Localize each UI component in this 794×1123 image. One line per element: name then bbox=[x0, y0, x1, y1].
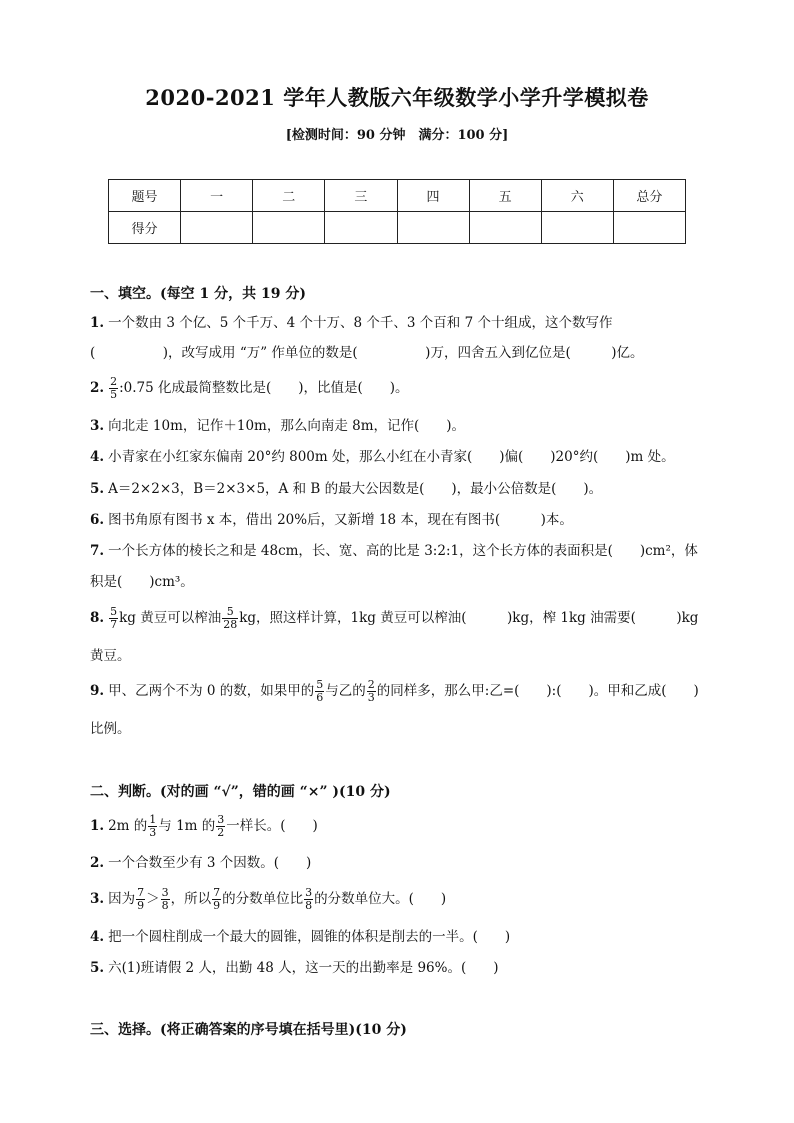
score-cell[interactable] bbox=[541, 212, 613, 244]
question-number: 1. bbox=[90, 818, 105, 834]
question-text: 向北走 10m，记作＋10m，那么向南走 8m，记作( )。 bbox=[108, 418, 466, 434]
question-2-1 bbox=[90, 814, 710, 839]
question-1-7 bbox=[90, 540, 710, 562]
score-header-cell: 四 bbox=[397, 180, 469, 212]
question-text: 与乙的 bbox=[325, 683, 366, 699]
question-number: 4. bbox=[90, 929, 105, 945]
question-1-5 bbox=[90, 478, 710, 500]
question-text: 2m 的 bbox=[108, 818, 148, 834]
question-1-2 bbox=[90, 376, 710, 401]
question-text: 一个数由 3 个亿、5 个千万、4 个十万、8 个千、3 个百和 7 个十组成，这个数写作 bbox=[108, 315, 613, 331]
score-cell[interactable] bbox=[469, 212, 541, 244]
score-header-cell: 题号 bbox=[109, 180, 181, 212]
question-number: 1. bbox=[90, 315, 105, 331]
question-number: 3. bbox=[90, 418, 105, 434]
score-header-cell: 三 bbox=[325, 180, 397, 212]
question-number: 6. bbox=[90, 512, 105, 528]
question-1-9 bbox=[90, 679, 710, 704]
question-number: 3. bbox=[90, 891, 105, 907]
question-number: 9. bbox=[90, 683, 105, 699]
question-text: kg，照这样计算，1kg 黄豆可以榨油( )kg，榨 1kg 油需要( )kg bbox=[239, 610, 699, 626]
question-text: 一个合数至少有 3 个因数。( ) bbox=[108, 855, 312, 871]
question-text: ( )，改写成用 “万” 作单位的数是( )万，四舍五入到亿位是( )亿。 bbox=[90, 345, 644, 361]
question-1-9-cont bbox=[90, 718, 710, 740]
question-2-2 bbox=[90, 852, 710, 874]
fraction: $\frac{5}{6}$ bbox=[316, 678, 324, 704]
fraction: $\frac{1}{3}$ bbox=[149, 813, 157, 839]
question-text: 图书角原有图书 x 本，借出 20%后，又新增 18 本，现在有图书( )本。 bbox=[108, 512, 573, 528]
question-text: kg 黄豆可以榨油 bbox=[119, 610, 222, 626]
question-number: 5. bbox=[90, 960, 105, 976]
score-cell[interactable] bbox=[613, 212, 685, 244]
question-text: A＝2×2×3，B＝2×3×5，A 和 B 的最大公因数是( )，最小公倍数是( )。 bbox=[108, 481, 603, 497]
question-text: 因为 bbox=[108, 891, 136, 907]
score-row-label: 得分 bbox=[109, 212, 181, 244]
section2-heading: 二、判断。(对的画 “√”，错的画 “×” )(10 分) bbox=[90, 784, 391, 800]
question-text: 黄豆。 bbox=[90, 648, 131, 664]
question-text: 一个长方体的棱长之和是 48cm，长、宽、高的比是 3:2:1，这个长方体的表面积是( )cm²，体 bbox=[108, 543, 698, 559]
question-1-4 bbox=[90, 446, 710, 468]
score-header-cell: 二 bbox=[253, 180, 325, 212]
question-text: 甲、乙两个不为 0 的数，如果甲的 bbox=[108, 683, 315, 699]
question-text: 一样长。( ) bbox=[226, 818, 318, 834]
question-text: 与 1m 的 bbox=[158, 818, 216, 834]
question-1-3 bbox=[90, 415, 710, 437]
question-number: 8. bbox=[90, 610, 105, 626]
fraction: $\frac{3}{2}$ bbox=[217, 813, 225, 839]
fraction: $\frac{5}{28}$ bbox=[223, 605, 238, 631]
question-text: 比例。 bbox=[90, 721, 131, 737]
score-header-cell: 五 bbox=[469, 180, 541, 212]
fraction: $\frac{2}{3}$ bbox=[367, 678, 375, 704]
score-cell[interactable] bbox=[253, 212, 325, 244]
score-cell[interactable] bbox=[181, 212, 253, 244]
question-number: 7. bbox=[90, 543, 105, 559]
question-number: 4. bbox=[90, 449, 105, 465]
section1-heading: 一、填空。(每空 1 分，共 19 分) bbox=[90, 286, 306, 302]
exam-title: 2020-2021 学年人教版六年级数学小学升学模拟卷 bbox=[145, 85, 649, 110]
score-header-cell: 六 bbox=[541, 180, 613, 212]
score-value-row bbox=[109, 212, 686, 244]
question-text: 积是( )cm³。 bbox=[90, 574, 194, 590]
question-1-1 bbox=[90, 312, 710, 334]
question-number: 2. bbox=[90, 380, 105, 396]
question-text: :0.75 化成最简整数比是( )，比值是( )。 bbox=[119, 380, 409, 396]
question-2-5 bbox=[90, 957, 710, 979]
fraction: $\frac{3}{8}$ bbox=[305, 886, 313, 912]
question-number: 2. bbox=[90, 855, 105, 871]
score-table bbox=[108, 179, 686, 244]
question-text: 六(1)班请假 2 人，出勤 48 人，这一天的出勤率是 96%。( ) bbox=[108, 960, 499, 976]
question-text: 的分数单位比 bbox=[222, 891, 304, 907]
fraction: $\frac{2}{5}$ bbox=[110, 375, 118, 401]
score-cell[interactable] bbox=[325, 212, 397, 244]
question-number: 5. bbox=[90, 481, 105, 497]
question-1-6 bbox=[90, 509, 710, 531]
score-header-row bbox=[109, 180, 686, 212]
fraction: $\frac{7}{9}$ bbox=[137, 886, 145, 912]
question-text: 小青家在小红家东偏南 20°约 800m 处，那么小红在小青家( )偏( )20°约( )m 处。 bbox=[108, 449, 675, 465]
exam-subtitle: [检测时间：90 分钟 满分：100 分] bbox=[285, 128, 509, 143]
section3-heading: 三、选择。(将正确答案的序号填在括号里)(10 分) bbox=[90, 1022, 407, 1038]
score-header-cell: 一 bbox=[181, 180, 253, 212]
question-2-4 bbox=[90, 926, 710, 948]
score-header-cell: 总分 bbox=[613, 180, 685, 212]
score-cell[interactable] bbox=[397, 212, 469, 244]
question-text: 的同样多，那么甲:乙=( ):( )。甲和乙成( ) bbox=[376, 683, 699, 699]
question-2-3 bbox=[90, 887, 710, 912]
question-1-8-cont bbox=[90, 645, 710, 667]
fraction: $\frac{5}{7}$ bbox=[110, 605, 118, 631]
fraction: $\frac{3}{8}$ bbox=[161, 886, 169, 912]
question-text: ＞ bbox=[146, 891, 160, 907]
question-1-1-cont bbox=[90, 342, 710, 364]
fraction: $\frac{7}{9}$ bbox=[213, 886, 221, 912]
question-text: 把一个圆柱削成一个最大的圆锥，圆锥的体积是削去的一半。( ) bbox=[108, 929, 511, 945]
question-1-7-cont bbox=[90, 571, 710, 593]
question-text: ，所以 bbox=[170, 891, 212, 907]
question-1-8 bbox=[90, 606, 710, 631]
question-text: 的分数单位大。( ) bbox=[314, 891, 447, 907]
